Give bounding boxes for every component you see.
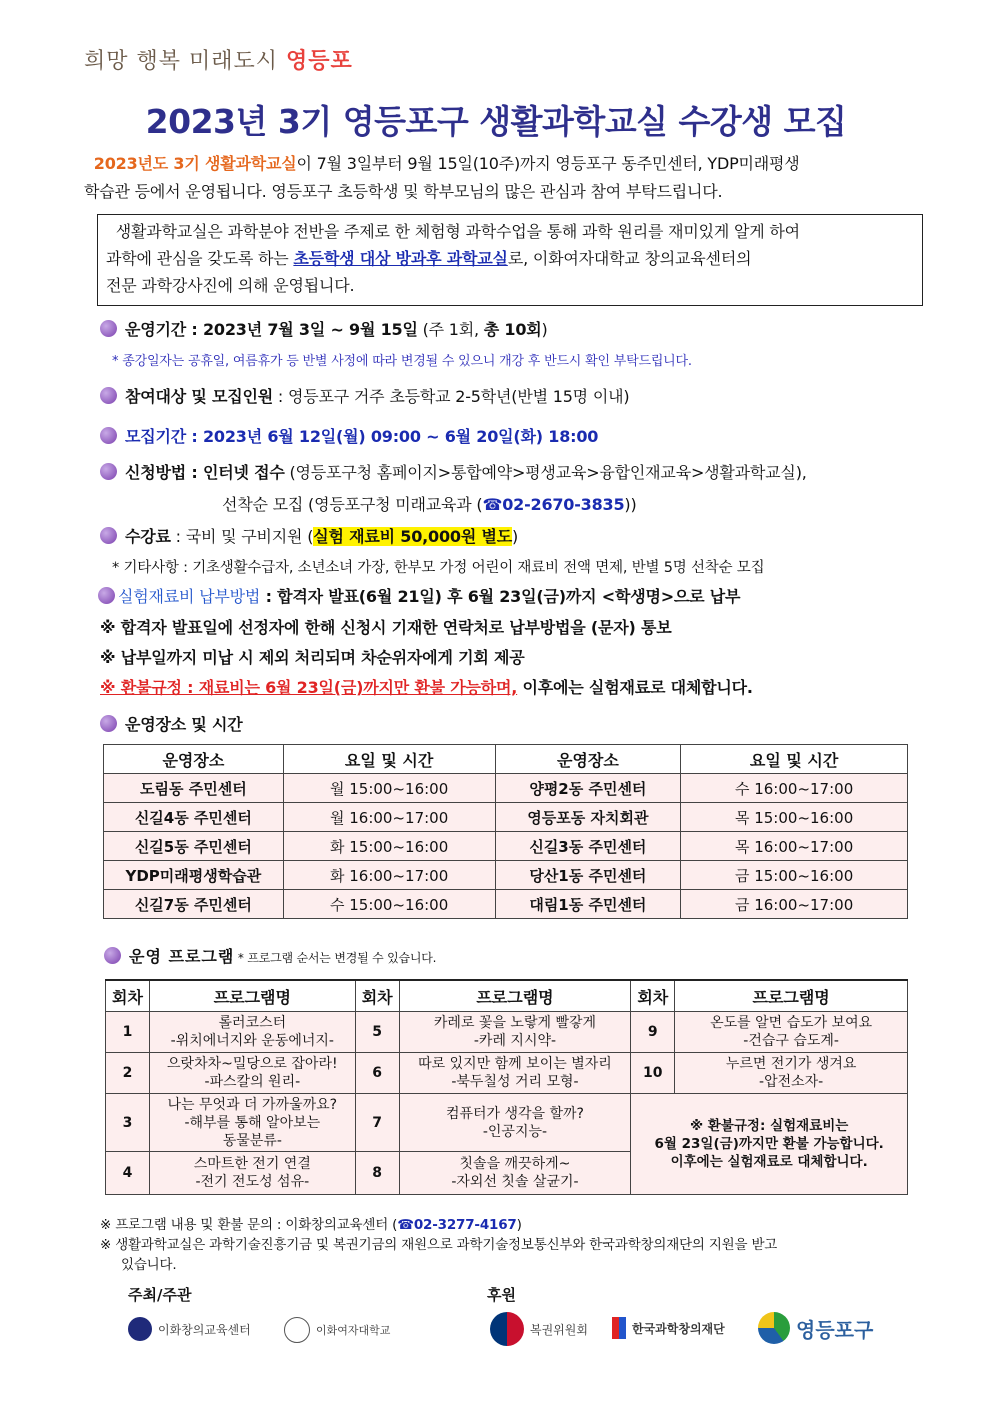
bullet-icon — [100, 320, 117, 337]
venue-location: 신길7동 주민센터 — [104, 890, 284, 919]
apply2-close: )) — [624, 495, 637, 514]
page-title: 2023년 3기 영등포구 생활과학교실 수강생 모집 — [145, 102, 847, 141]
recruit-row — [100, 424, 598, 447]
taegeuk-icon — [490, 1312, 524, 1346]
venue-location: YDP미래평생학습관 — [104, 861, 284, 890]
apply-phone: ☎02-2670-3835 — [482, 495, 625, 514]
box-line3: 전문 과학강사진에 의해 운영됩니다. — [106, 276, 355, 295]
intro-highlight: 2023년도 3기 생활과학교실 — [93, 154, 297, 173]
venue-location: 영등포동 자치회관 — [495, 803, 681, 832]
venue-header-cell: 운영장소 — [495, 745, 681, 774]
bullet-icon — [104, 947, 121, 964]
table-row — [104, 861, 908, 890]
program-title: 따로 있지만 함께 보이는 별자리 — [418, 1056, 612, 1072]
program-title: 카레로 꽃을 노랗게 빨갛게 — [433, 1015, 597, 1031]
refund-rest: 이후에는 실험재료로 대체합니다. — [517, 678, 753, 697]
table-row — [104, 832, 908, 861]
sponsor-logo-lottery — [490, 1312, 588, 1346]
session-number: 6 — [355, 1053, 399, 1094]
program-header-cell: 회차 — [106, 980, 150, 1012]
program-cell — [399, 1012, 631, 1053]
program-title: 롤러코스터 — [218, 1015, 287, 1031]
refund-line: 이후에는 실험재료로 대체합니다. — [670, 1154, 868, 1170]
bullet-icon — [100, 715, 117, 732]
apply-value: (영등포구청 홈페이지>통합예약>평생교육>융합인재교육>생활과학교실), — [284, 463, 807, 482]
program-header-cell: 회차 — [355, 980, 399, 1012]
program-title: 온도를 알면 습도가 보여요 — [710, 1015, 873, 1031]
session-number: 1 — [106, 1012, 150, 1053]
venue-location: 대림1동 주민센터 — [495, 890, 681, 919]
session-number: 8 — [355, 1152, 399, 1195]
apply-label: 신청방법 : 인터넷 접수 — [125, 463, 285, 482]
venue-header-row — [104, 745, 908, 774]
period-close: ) — [541, 320, 548, 339]
recruit-period: 모집기간 : 2023년 6월 12일(월) 09:00 ~ 6월 20일(화) 18:00 — [125, 427, 599, 446]
sponsor2-name: 한국과학창의재단 — [632, 1321, 725, 1336]
program-cell — [149, 1094, 355, 1152]
refund-notice-cell — [631, 1094, 908, 1195]
sponsor-logo-ydp — [758, 1312, 873, 1344]
venue-header-cell: 요일 및 시간 — [681, 745, 908, 774]
venue-header-cell: 요일 및 시간 — [283, 745, 495, 774]
ydp-emblem-icon — [758, 1312, 790, 1344]
program-header-cell: 프로그램명 — [675, 980, 908, 1012]
bullet-icon — [100, 527, 117, 544]
program-title: 으랏차차~밀당으로 잡아라! — [167, 1056, 338, 1072]
fee-label: 수강료 — [125, 527, 171, 546]
intro-line2: 학습관 등에서 운영됩니다. 영등포구 초등학생 및 학부모님의 많은 관심과 참여 부탁드립니다. — [84, 182, 723, 201]
program-title: 누르면 전기가 생겨요 — [725, 1056, 857, 1072]
fee-close: ) — [511, 527, 518, 546]
venue-time: 월 15:00~16:00 — [283, 774, 495, 803]
period-extra: (주 1회, — [417, 320, 484, 339]
venue-time: 화 15:00~16:00 — [283, 832, 495, 861]
host-label: 주최/주관 — [128, 1286, 192, 1304]
fee-row — [100, 524, 518, 547]
table-row — [104, 803, 908, 832]
program-heading: 운영 프로그램 — [129, 947, 235, 966]
period-total: 총 10회 — [483, 320, 542, 339]
inquiry-phone: ☎02-3277-4167 — [397, 1217, 517, 1233]
venue-time: 금 15:00~16:00 — [681, 861, 908, 890]
target-label: 참여대상 및 모집인원 — [125, 387, 274, 406]
refund-line: ※ 환불규정: 실험재료비는 — [689, 1118, 849, 1134]
period-row — [100, 317, 548, 340]
fee-value: : 국비 및 구비지원 ( — [170, 527, 314, 546]
period-label: 운영기간 : 2023년 7월 3일 ~ 9월 15일 — [125, 320, 418, 339]
program-subtitle: -자외선 칫솔 살균기- — [451, 1174, 579, 1190]
program-cell — [675, 1053, 908, 1094]
session-number: 4 — [106, 1152, 150, 1195]
venue-location: 당산1동 주민센터 — [495, 861, 681, 890]
session-number: 9 — [631, 1012, 675, 1053]
fund-line-2: 있습니다. — [121, 1257, 177, 1273]
venue-time: 금 16:00~17:00 — [681, 890, 908, 919]
box-line2-pre: 과학에 관심을 갖도록 하는 — [106, 249, 294, 268]
apply2-text: 선착순 모집 (영등포구청 미래교육과 ( — [222, 495, 483, 514]
pay-row — [98, 584, 740, 607]
session-number: 7 — [355, 1094, 399, 1152]
venue-heading: 운영장소 및 시간 — [125, 715, 243, 734]
table-row — [106, 1012, 908, 1053]
notice-1: ※ 합격자 발표일에 선정자에 한해 신청시 기재한 연락처로 납부방법을 (문자) 통보 — [100, 618, 672, 637]
table-row — [104, 890, 908, 919]
session-number: 3 — [106, 1094, 150, 1152]
program-header-row — [106, 980, 908, 1012]
sponsor-logo-kofac — [612, 1317, 725, 1339]
venue-time: 월 16:00~17:00 — [283, 803, 495, 832]
program-cell — [399, 1152, 631, 1195]
program-note: * 프로그램 순서는 변경될 수 있습니다. — [234, 951, 437, 965]
venue-header-cell: 운영장소 — [104, 745, 284, 774]
host-logo-ewha-center — [128, 1317, 251, 1341]
venue-time: 목 15:00~16:00 — [681, 803, 908, 832]
target-value: : 영등포구 거주 초등학교 2-5학년(반별 15명 이내) — [273, 387, 630, 406]
apply-row — [100, 460, 807, 483]
program-cell — [149, 1152, 355, 1195]
sponsor1-name: 복권위원회 — [530, 1322, 588, 1337]
box-line2-post: 로, 이화여자대학교 창의교육센터의 — [507, 249, 752, 268]
venue-table — [103, 744, 908, 919]
ewha-univ-emblem-icon — [284, 1317, 310, 1343]
program-header-cell: 프로그램명 — [399, 980, 631, 1012]
fee-material-cost: 실험 재료비 50,000원 별도 — [313, 527, 512, 546]
bullet-icon — [100, 427, 117, 444]
program-subtitle: -카레 지시약- — [473, 1033, 557, 1049]
fund-line: ※ 생활과학교실은 과학기술진흥기금 및 복권기금의 재원으로 과학기술정보통신부와 한국과학창의재단의 지원을 받고 — [100, 1237, 778, 1253]
venue-location: 양평2동 주민센터 — [495, 774, 681, 803]
venue-location: 신길5동 주민센터 — [104, 832, 284, 861]
program-title: 칫솔을 깨끗하게~ — [459, 1156, 571, 1172]
city-logo — [84, 44, 353, 75]
pay-value: : 합격자 발표(6월 21일) 후 6월 23일(금)까지 <학생명>으로 납부 — [260, 587, 741, 606]
refund-line: 6월 23일(금)까지만 환불 가능합니다. — [654, 1136, 884, 1152]
host-logo-ewha-univ — [284, 1317, 390, 1343]
pay-label: 실험재료비 납부방법 — [118, 587, 261, 606]
inquiry-close: ) — [516, 1217, 522, 1233]
program-subtitle: -건습구 습도계- — [743, 1033, 839, 1049]
fee-note: * 기타사항 : 기초생활수급자, 소년소녀 가장, 한부모 가정 어린이 재료비 전액 면제, 반별 5명 선착순 모집 — [112, 560, 765, 576]
refund-row — [100, 675, 753, 698]
program-cell — [399, 1053, 631, 1094]
program-cell — [149, 1053, 355, 1094]
host2-name: 이화여자대학교 — [316, 1324, 391, 1337]
program-title: 나는 무엇과 더 가까울까요? — [167, 1096, 338, 1113]
inquiry-line — [100, 1216, 522, 1235]
intro-paragraph — [84, 150, 954, 206]
program-subtitle: -전기 전도성 섬유- — [195, 1174, 310, 1190]
apply-row-2 — [222, 492, 637, 515]
period-note: * 종강일자는 공휴일, 여름휴가 등 반별 사정에 따라 변경될 수 있으니 개강 후 반드시 확인 부탁드립니다. — [112, 354, 692, 369]
session-number: 10 — [631, 1053, 675, 1094]
program-title: 스마트한 전기 연결 — [193, 1156, 311, 1172]
session-number: 5 — [355, 1012, 399, 1053]
venue-time: 목 16:00~17:00 — [681, 832, 908, 861]
sponsor-label: 후원 — [487, 1286, 516, 1304]
program-table — [105, 979, 908, 1195]
program-header-cell: 회차 — [631, 980, 675, 1012]
table-row — [106, 1094, 908, 1152]
venue-heading-row — [100, 712, 243, 735]
program-cell — [149, 1012, 355, 1053]
box-line2-highlight: 초등학생 대상 방과후 과학교실 — [293, 249, 508, 268]
venue-time: 수 16:00~17:00 — [681, 774, 908, 803]
venue-location: 신길3동 주민센터 — [495, 832, 681, 861]
venue-time: 화 16:00~17:00 — [283, 861, 495, 890]
host1-name: 이화창의교육센터 — [158, 1322, 251, 1337]
program-subtitle: -북두칠성 거리 모형- — [451, 1074, 579, 1090]
program-cell — [675, 1012, 908, 1053]
inquiry-text: ※ 프로그램 내용 및 환불 문의 : 이화창의교육센터 ( — [100, 1217, 398, 1233]
program-cell — [399, 1094, 631, 1152]
box-line1: 생활과학교실은 과학분야 전반을 주제로 한 체험형 과학수업을 통해 과학 원리를 재미있게 알게 하여 — [115, 222, 800, 241]
logo-slogan: 희망 행복 미래도시 — [84, 49, 279, 74]
bullet-icon — [100, 387, 117, 404]
refund-highlight: ※ 환불규정 : 재료비는 6월 23일(금)까지만 환불 가능하며, — [100, 678, 518, 697]
program-heading-row — [104, 944, 436, 967]
venue-time: 수 15:00~16:00 — [283, 890, 495, 919]
program-subtitle: -위치에너지와 운동에너지- — [170, 1033, 334, 1049]
program-header-cell: 프로그램명 — [149, 980, 355, 1012]
bullet-icon — [100, 463, 117, 480]
program-subtitle: 동물분류- — [222, 1132, 282, 1149]
venue-location: 도림동 주민센터 — [104, 774, 284, 803]
table-row — [106, 1053, 908, 1094]
sponsor3-name: 영등포구 — [796, 1317, 874, 1342]
bullet-icon — [98, 587, 115, 604]
notice-2: ※ 납부일까지 미납 시 제외 처리되며 차순위자에게 기회 제공 — [100, 648, 525, 667]
program-subtitle: -인공지능- — [482, 1123, 548, 1140]
logo-city: 영등포 — [286, 49, 353, 74]
kofac-icon — [612, 1317, 626, 1339]
program-subtitle: -파스칼의 원리- — [204, 1074, 301, 1090]
target-row — [100, 384, 629, 407]
description-box — [97, 214, 923, 306]
program-subtitle: -해부를 통해 알아보는 — [184, 1114, 321, 1131]
ewha-emblem-icon — [128, 1317, 152, 1341]
program-subtitle: -압전소자- — [759, 1074, 824, 1090]
table-row — [104, 774, 908, 803]
intro-line1: 이 7월 3일부터 9월 15일(10주)까지 영등포구 동주민센터, YDP미래평생 — [296, 154, 800, 173]
session-number: 2 — [106, 1053, 150, 1094]
venue-location: 신길4동 주민센터 — [104, 803, 284, 832]
program-title: 컴퓨터가 생각을 할까? — [445, 1105, 584, 1122]
